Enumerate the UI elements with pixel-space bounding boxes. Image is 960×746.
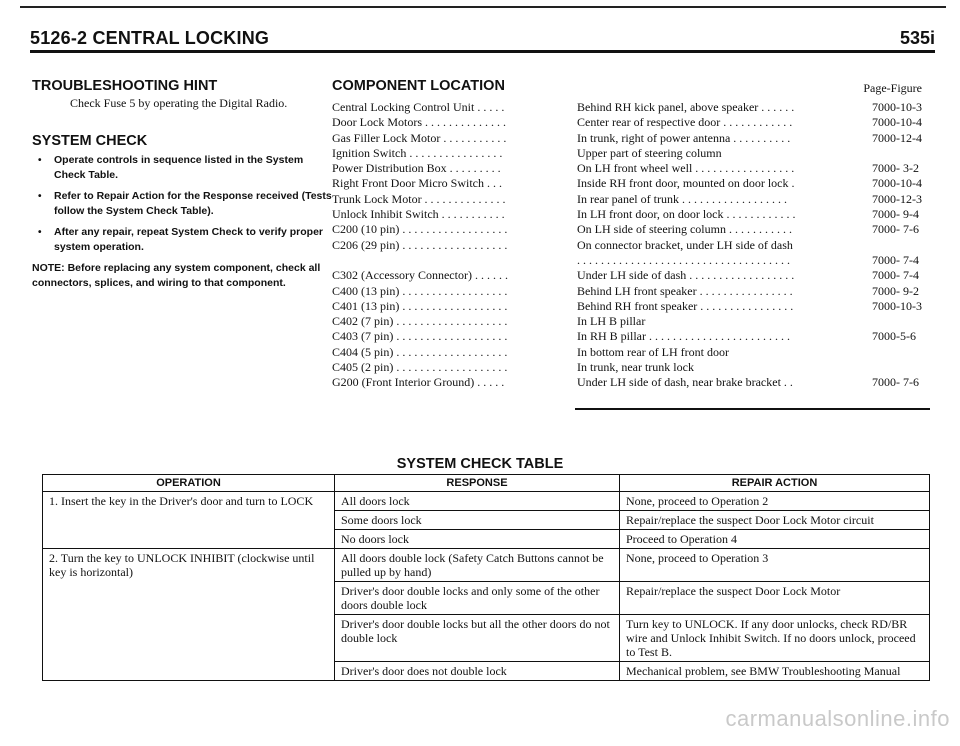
component-row [332, 329, 922, 344]
component-name: Unlock Inhibit Switch . . . . . . . . . . . [332, 207, 505, 222]
component-page-figure: 7000- 7-4 [872, 252, 919, 267]
component-location: Under LH side of dash . . . . . . . . . . . . . . . . . . [577, 268, 795, 283]
header-rule [30, 50, 935, 53]
component-name: Central Locking Control Unit . . . . . [332, 100, 505, 114]
component-location: In trunk, near trunk lock [577, 360, 694, 375]
component-page-figure: 7000- 7-6 [872, 222, 919, 237]
component-page-figure: 7000- 7-6 [872, 375, 919, 390]
component-name: G200 (Front Interior Ground) . . . . . [332, 375, 505, 390]
component-bottom-rule [575, 408, 930, 410]
response-cell: Some doors lock [335, 511, 620, 530]
header-response: RESPONSE [335, 475, 620, 492]
component-row [332, 192, 922, 207]
table-row [43, 549, 930, 582]
action-cell: Mechanical problem, see BMW Troubleshooting Manual [620, 662, 930, 681]
component-location-title: COMPONENT LOCATION [332, 78, 505, 94]
response-cell: No doors lock [335, 530, 620, 549]
action-cell: None, proceed to Operation 2 [620, 492, 930, 511]
component-name: C405 (2 pin) . . . . . . . . . . . . . . . . . . . [332, 360, 508, 375]
component-page-figure: 7000-10-3 [872, 100, 922, 114]
component-location-section [332, 78, 922, 391]
system-check-list [32, 153, 332, 255]
troubleshooting-title: TROUBLESHOOTING HINT [32, 78, 218, 94]
component-name: C403 (7 pin) . . . . . . . . . . . . . . . . . . . [332, 329, 508, 344]
component-page-figure: 7000-5-6 [872, 329, 916, 344]
component-row [332, 161, 922, 176]
response-cell: Driver's door double locks and only some of the other doors double lock [335, 582, 620, 615]
list-item [32, 225, 332, 255]
component-location: In bottom rear of LH front door [577, 344, 729, 359]
page-figure-label: Page-Figure [863, 81, 922, 95]
system-check-title: SYSTEM CHECK [32, 133, 148, 149]
component-location: Behind LH front speaker . . . . . . . . . . . . . . . . [577, 283, 793, 298]
action-cell: Proceed to Operation 4 [620, 530, 930, 549]
component-row [332, 268, 922, 283]
top-rule [20, 6, 946, 8]
component-row [332, 222, 922, 237]
bullet-icon: • [38, 155, 42, 166]
component-name: C206 (29 pin) . . . . . . . . . . . . . . . . . . [332, 237, 508, 252]
component-name: C302 (Accessory Connector) . . . . . . [332, 268, 508, 283]
component-page-figure: 7000- 7-4 [872, 268, 919, 283]
response-cell: Driver's door does not double lock [335, 662, 620, 681]
component-location: On connector bracket, under LH side of dash [577, 237, 793, 252]
list-item [32, 153, 332, 183]
bullet-text: After any repair, repeat System Check to verify proper system operation. [54, 226, 324, 253]
table-header-row [43, 475, 930, 492]
component-name: Ignition Switch . . . . . . . . . . . . . . . . [332, 145, 503, 160]
component-location: Center rear of respective door . . . . . . . . . . . . [577, 115, 793, 130]
action-cell: Turn key to UNLOCK. If any door unlocks, check RD/BR wire and Unlock Inhibit Switch. If no doors unlock, proceed to Test B. [620, 615, 930, 662]
left-column [32, 78, 332, 291]
component-name: Trunk Lock Motor . . . . . . . . . . . . . . [332, 191, 506, 206]
component-name: Gas Filler Lock Motor . . . . . . . . . . . [332, 130, 507, 145]
troubleshooting-text: Check Fuse 5 by operating the Digital Radio. [70, 96, 288, 110]
component-row [332, 375, 922, 390]
component-location: In LH front door, on door lock . . . . . . . . . . . . [577, 207, 796, 222]
component-row [332, 314, 922, 329]
bullet-icon: • [38, 191, 42, 202]
component-row [332, 238, 922, 253]
component-location: On LH side of steering column . . . . . . . . . . . [577, 222, 792, 237]
system-check-table-title: SYSTEM CHECK TABLE [396, 456, 564, 472]
component-location: In rear panel of trunk . . . . . . . . . . . . . . . . . . [577, 191, 787, 206]
system-check-table [42, 474, 930, 681]
note-text: NOTE: Before replacing any system component, check all connectors, splices, and wiring to that component. [32, 262, 321, 289]
component-row [332, 360, 922, 375]
component-list [332, 100, 922, 391]
component-row [332, 115, 922, 130]
component-name: C401 (13 pin) . . . . . . . . . . . . . . . . . . [332, 298, 508, 313]
operation-cell: 1. Insert the key in the Driver's door and turn to LOCK [43, 492, 335, 549]
response-cell: All doors lock [335, 492, 620, 511]
component-location: . . . . . . . . . . . . . . . . . . . . . . . . . . . . . . . . . . . . [577, 252, 790, 267]
component-row [332, 284, 922, 299]
response-cell: Driver's door double locks but all the other doors do not double lock [335, 615, 620, 662]
action-cell: None, proceed to Operation 3 [620, 549, 930, 582]
component-location: On LH front wheel well . . . . . . . . . . . . . . . . . [577, 161, 795, 176]
component-name: C400 (13 pin) . . . . . . . . . . . . . . . . . . [332, 283, 508, 298]
component-page-figure: 7000- 9-2 [872, 283, 919, 298]
component-location: In trunk, right of power antenna . . . . . . . . . . [577, 130, 791, 145]
component-location: Inside RH front door, mounted on door lock . [577, 176, 795, 191]
component-page-figure: 7000-10-4 [872, 176, 922, 191]
bullet-text: Refer to Repair Action for the Response received (Tests follow the System Check Table). [54, 190, 332, 217]
component-name: Right Front Door Micro Switch . . . [332, 176, 502, 191]
component-row [332, 176, 922, 191]
operation-cell: 2. Turn the key to UNLOCK INHIBIT (clockwise until key is horizontal) [43, 549, 335, 681]
component-location: In RH B pillar . . . . . . . . . . . . . . . . . . . . . . . . [577, 329, 790, 344]
header-repair-action: REPAIR ACTION [620, 475, 930, 492]
component-page-figure: 7000-10-3 [872, 298, 922, 313]
list-item [32, 189, 332, 219]
component-page-figure: 7000-10-4 [872, 115, 922, 130]
watermark: carmanualsonline.info [725, 706, 950, 731]
component-location-header [332, 78, 922, 100]
component-location: In LH B pillar [577, 314, 646, 329]
component-name: Power Distribution Box . . . . . . . . . [332, 161, 501, 176]
header-operation: OPERATION [43, 475, 335, 492]
component-row [332, 207, 922, 222]
action-cell: Repair/replace the suspect Door Lock Motor [620, 582, 930, 615]
action-cell: Repair/replace the suspect Door Lock Motor circuit [620, 511, 930, 530]
bullet-text: Operate controls in sequence listed in the System Check Table. [54, 154, 304, 181]
component-location: Upper part of steering column [577, 145, 722, 160]
component-location: Behind RH kick panel, above speaker . . . . . . [577, 100, 795, 114]
component-row [332, 345, 922, 360]
model-label: 535i [899, 28, 935, 48]
component-name: C402 (7 pin) . . . . . . . . . . . . . . . . . . . [332, 314, 508, 329]
component-name: Door Lock Motors . . . . . . . . . . . . . . [332, 115, 506, 130]
component-page-figure: 7000-12-3 [872, 191, 922, 206]
component-page-figure: 7000- 9-4 [872, 207, 919, 222]
component-row [332, 100, 922, 115]
component-name: C200 (10 pin) . . . . . . . . . . . . . . . . . . [332, 222, 508, 237]
component-page-figure: 7000-12-4 [872, 130, 922, 145]
component-name: C404 (5 pin) . . . . . . . . . . . . . . . . . . . [332, 344, 508, 359]
component-page-figure: 7000- 3-2 [872, 161, 919, 176]
bullet-icon: • [38, 227, 42, 238]
component-row [332, 299, 922, 314]
component-location: Under LH side of dash, near brake bracket . . [577, 375, 793, 390]
component-row [332, 131, 922, 146]
component-location: Behind RH front speaker . . . . . . . . . . . . . . . . [577, 298, 794, 313]
table-row [43, 492, 930, 511]
section-title: 5126-2 CENTRAL LOCKING [30, 28, 270, 48]
component-row [332, 253, 922, 268]
component-row [332, 146, 922, 161]
response-cell: All doors double lock (Safety Catch Buttons cannot be pulled up by hand) [335, 549, 620, 582]
